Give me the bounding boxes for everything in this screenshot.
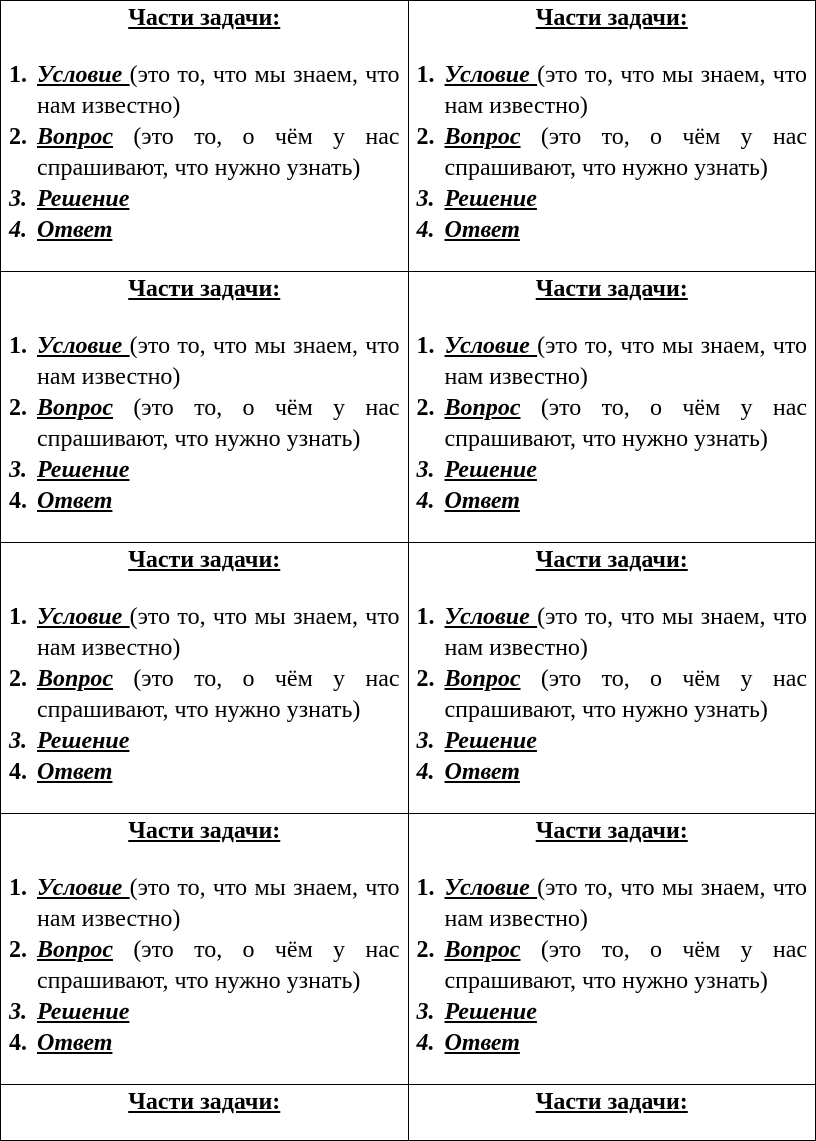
table-row <box>1 272 816 543</box>
term-condition: Условие <box>444 333 538 359</box>
item-number: 2. <box>9 937 27 963</box>
description-question: (это то, о чём у нас спрашивают, что нужно узнать) <box>444 124 807 181</box>
card-body <box>1 547 408 788</box>
description-condition: (это то, что мы знаем, что нам известно) <box>37 604 400 661</box>
task-card <box>1 814 409 1085</box>
item-number: 3. <box>416 186 435 212</box>
card-heading: Части задачи: <box>128 1089 281 1115</box>
term-answer: Ответ <box>37 217 113 243</box>
term-answer: Ответ <box>444 217 520 243</box>
card-body <box>1 1089 408 1115</box>
term-solution: Решение <box>37 999 130 1025</box>
description-question: (это то, о чём у нас спрашивают, что нужно узнать) <box>444 666 807 723</box>
term-solution: Решение <box>444 457 537 483</box>
item-number: 2. <box>9 395 27 421</box>
item-number: 1. <box>416 62 435 88</box>
item-number: 4. <box>416 217 435 243</box>
list-item-solution <box>417 726 808 757</box>
list-item-condition <box>417 331 808 393</box>
list-item-answer <box>417 757 808 788</box>
parts-list <box>9 873 400 1059</box>
description-question: (это то, о чём у нас спрашивают, что нужно узнать) <box>37 124 400 181</box>
term-question: Вопрос <box>37 124 114 150</box>
term-answer: Ответ <box>37 1030 113 1056</box>
card-body <box>1 276 408 517</box>
task-card <box>408 543 816 814</box>
item-number: 4. <box>416 1030 435 1056</box>
description-condition: (это то, что мы знаем, что нам известно) <box>444 62 808 119</box>
item-number: 3. <box>9 728 27 754</box>
list-item-solution <box>417 184 808 215</box>
list-item-question <box>417 122 808 184</box>
description-condition: (это то, что мы знаем, что нам известно) <box>444 604 808 661</box>
task-card <box>1 543 409 814</box>
list-item-question <box>9 122 400 184</box>
list-item-condition <box>417 60 808 122</box>
list-item-condition <box>9 60 400 122</box>
list-item-answer <box>9 215 400 246</box>
list-item-answer <box>9 757 400 788</box>
list-item-solution <box>9 184 400 215</box>
term-condition: Условие <box>444 604 538 630</box>
list-item-solution <box>9 726 400 757</box>
list-item-answer <box>417 215 808 246</box>
item-number: 3. <box>9 457 27 483</box>
item-number: 2. <box>9 666 27 692</box>
term-solution: Решение <box>37 186 130 212</box>
parts-list <box>9 60 400 246</box>
description-question: (это то, о чём у нас спрашивают, что нужно узнать) <box>37 937 400 994</box>
item-number: 4. <box>9 217 27 243</box>
item-number: 2. <box>416 124 435 150</box>
card-body <box>409 276 816 517</box>
card-heading: Части задачи: <box>535 276 688 302</box>
description-question: (это то, о чём у нас спрашивают, что нужно узнать) <box>444 395 807 452</box>
list-item-condition <box>417 873 808 935</box>
card-body <box>1 818 408 1059</box>
term-question: Вопрос <box>444 395 521 421</box>
term-question: Вопрос <box>37 666 114 692</box>
item-number: 3. <box>9 999 27 1025</box>
list-item-condition <box>417 602 808 664</box>
list-item-solution <box>417 997 808 1028</box>
task-card <box>408 1085 816 1141</box>
term-condition: Условие <box>444 875 538 901</box>
list-item-question <box>9 664 400 726</box>
parts-list <box>9 602 400 788</box>
item-number: 2. <box>416 937 435 963</box>
term-solution: Решение <box>37 728 130 754</box>
description-condition: (это то, что мы знаем, что нам известно) <box>444 875 808 932</box>
term-answer: Ответ <box>444 759 520 785</box>
term-condition: Условие <box>37 333 130 359</box>
list-item-answer <box>9 1028 400 1059</box>
table-row <box>1 814 816 1085</box>
list-item-question <box>417 664 808 726</box>
card-heading: Части задачи: <box>128 818 281 844</box>
card-heading: Части задачи: <box>535 547 688 573</box>
item-number: 1. <box>9 604 27 630</box>
list-item-answer <box>9 486 400 517</box>
item-number: 3. <box>416 457 435 483</box>
list-item-solution <box>417 455 808 486</box>
list-item-solution <box>9 455 400 486</box>
list-item-condition <box>9 602 400 664</box>
item-number: 1. <box>416 333 435 359</box>
item-number: 4. <box>416 759 435 785</box>
item-number: 1. <box>9 333 27 359</box>
description-condition: (это то, что мы знаем, что нам известно) <box>37 62 400 119</box>
term-question: Вопрос <box>444 666 521 692</box>
item-number: 4. <box>416 488 435 514</box>
parts-list <box>9 331 400 517</box>
item-number: 1. <box>416 604 435 630</box>
list-item-question <box>417 393 808 455</box>
item-number: 4. <box>9 488 27 514</box>
card-heading: Части задачи: <box>535 1089 688 1115</box>
item-number: 2. <box>9 124 27 150</box>
description-question: (это то, о чём у нас спрашивают, что нужно узнать) <box>444 937 807 994</box>
term-condition: Условие <box>37 604 130 630</box>
parts-list <box>417 60 808 246</box>
term-answer: Ответ <box>444 1030 520 1056</box>
item-number: 1. <box>416 875 435 901</box>
list-item-solution <box>9 997 400 1028</box>
task-card <box>408 1 816 272</box>
description-condition: (это то, что мы знаем, что нам известно) <box>37 333 400 390</box>
term-condition: Условие <box>37 875 130 901</box>
table-row <box>1 1 816 272</box>
card-body <box>409 5 816 246</box>
task-card <box>408 814 816 1085</box>
task-card <box>408 272 816 543</box>
description-question: (это то, о чём у нас спрашивают, что нужно узнать) <box>37 666 400 723</box>
card-heading: Части задачи: <box>535 818 688 844</box>
description-condition: (это то, что мы знаем, что нам известно) <box>37 875 400 932</box>
task-card <box>1 1085 409 1141</box>
term-question: Вопрос <box>444 124 521 150</box>
card-body <box>409 818 816 1059</box>
description-condition: (это то, что мы знаем, что нам известно) <box>444 333 808 390</box>
item-number: 3. <box>416 999 435 1025</box>
card-heading: Части задачи: <box>128 5 281 31</box>
card-body <box>409 547 816 788</box>
term-solution: Решение <box>37 457 130 483</box>
table-row <box>1 543 816 814</box>
list-item-question <box>417 935 808 997</box>
term-answer: Ответ <box>444 488 520 514</box>
parts-list <box>417 331 808 517</box>
term-condition: Условие <box>444 62 538 88</box>
item-number: 3. <box>416 728 435 754</box>
term-question: Вопрос <box>37 937 114 963</box>
card-body <box>1 5 408 246</box>
term-question: Вопрос <box>444 937 521 963</box>
list-item-answer <box>417 1028 808 1059</box>
card-heading: Части задачи: <box>535 5 688 31</box>
parts-list <box>417 602 808 788</box>
list-item-condition <box>9 331 400 393</box>
task-card <box>1 272 409 543</box>
list-item-answer <box>417 486 808 517</box>
list-item-question <box>9 935 400 997</box>
term-solution: Решение <box>444 999 537 1025</box>
item-number: 2. <box>416 395 435 421</box>
list-item-question <box>9 393 400 455</box>
card-heading: Части задачи: <box>128 276 281 302</box>
item-number: 1. <box>9 875 27 901</box>
item-number: 2. <box>416 666 435 692</box>
item-number: 4. <box>9 759 27 785</box>
item-number: 4. <box>9 1030 27 1056</box>
item-number: 1. <box>9 62 27 88</box>
task-card <box>1 1 409 272</box>
item-number: 3. <box>9 186 27 212</box>
description-question: (это то, о чём у нас спрашивают, что нужно узнать) <box>37 395 400 452</box>
term-solution: Решение <box>444 728 537 754</box>
card-heading: Части задачи: <box>128 547 281 573</box>
term-condition: Условие <box>37 62 130 88</box>
term-solution: Решение <box>444 186 537 212</box>
parts-list <box>417 873 808 1059</box>
term-question: Вопрос <box>37 395 114 421</box>
term-answer: Ответ <box>37 488 113 514</box>
list-item-condition <box>9 873 400 935</box>
table-row <box>1 1085 816 1141</box>
term-answer: Ответ <box>37 759 113 785</box>
card-body <box>409 1089 816 1115</box>
